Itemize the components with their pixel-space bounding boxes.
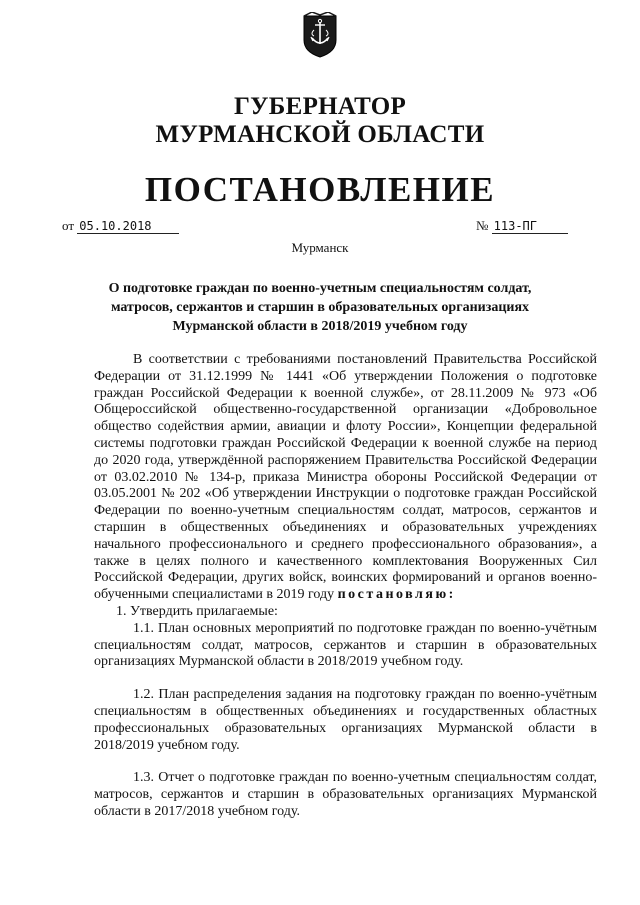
item-1: 1. Утвердить прилагаемые: [116, 603, 278, 619]
city-name: Мурманск [291, 240, 349, 255]
preamble-text: В соответствии с требованиями постановлений Правительства Российской Федерации от 31.12.1999 № 1441 «Об утверждении Положения о подготовке граждан Российской Федерации к военной службе», от 28.11.2009 № 973 «Об Общероссийской общественно-государственной организации «Добровольное общество содействия армии, авиации и флоту России», Концепции федеральной системы подготовки граждан Российской Федерации к военной службе на период до 2020 года, утверждённой распоряжением Правительства Российской Федерации от 03.02.2010 № 134-р, приказа Министра обороны Российской Федерации от 03.05.2001 № 202 «Об утверждении Инструкции о подготовке граждан Российской Федерации по военно-учетным специальностям солдат, матросов, сержантов и старшин в общественных объединениях и образовательных учреждениях начального профессионального и среднего профессионального образования», а также в целях полного и качественного комплектования Вооруженных Сил Российской Федерации, других войск, воинских формирований и органов военно-обученными специалистами в 2019 году [94, 352, 597, 603]
preamble-paragraph [94, 352, 597, 604]
document-subject: О подготовке граждан по военно-учетным специальностям солдат, матросов, сержантов и старшин в образовательных организациях Мурманской области в 2018/2019 учебном году [108, 281, 532, 334]
document-date: 05.10.2018 [77, 219, 179, 234]
document-number: 113-ПГ [492, 219, 568, 234]
document-body [94, 352, 597, 821]
decree-colon: : [448, 587, 456, 603]
item-1-2: 1.2. План распределения задания на подготовку граждан по военно-учётным специальностям в общественных объединениях и государственных областных профессиональных образовательных организациях Мурманской области в 2018/2019 учебном году. [94, 687, 597, 753]
item-1-3: 1.3. Отчет о подготовке граждан по военно-учетным специальностям солдат, матросов, сержантов и старшин в образовательных организациях Мурманской области в 2017/2018 учебном году. [94, 770, 597, 819]
date-field [62, 218, 179, 234]
document-type-title: ПОСТАНОВЛЕНИЕ [144, 170, 496, 209]
number-prefix: № [476, 218, 489, 233]
date-prefix: от [62, 218, 75, 233]
coat-of-arms-icon [302, 12, 338, 58]
number-field [476, 218, 568, 234]
item-1-1: 1.1. План основных мероприятий по подготовке граждан по военно-учётным специальностям солдат, матросов, сержантов и старшин в образовательных организациях Мурманской области в 2018/2019 учебном году. [94, 620, 597, 670]
authority-title-line-1: ГУБЕРНАТОР [233, 93, 407, 120]
authority-title-line-2: МУРМАНСКОЙ ОБЛАСТИ [155, 121, 485, 148]
decree-word: постановляю [337, 587, 449, 603]
